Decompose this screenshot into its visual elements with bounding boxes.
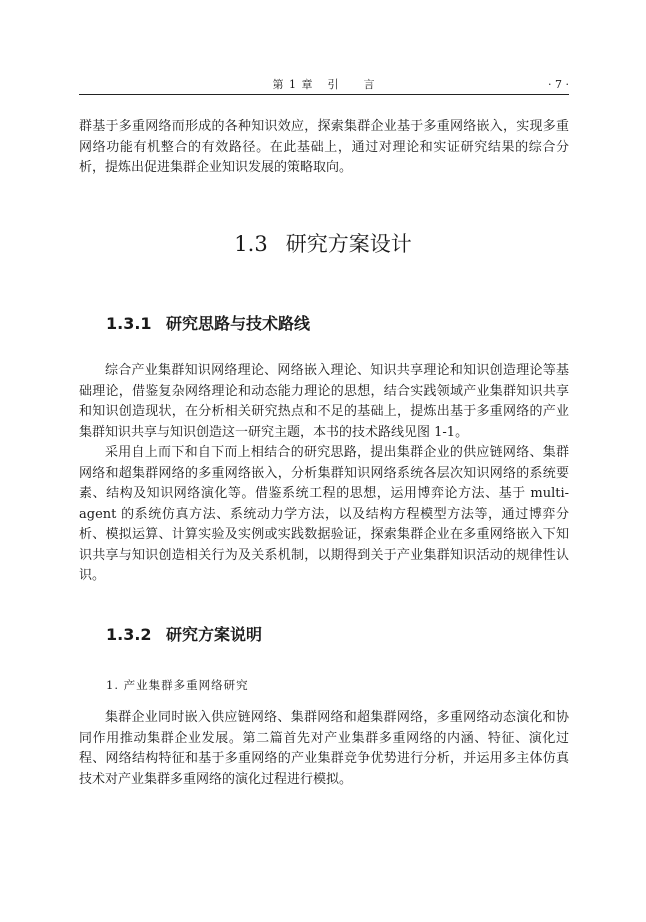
chapter-title: 引 言 (327, 78, 376, 91)
subsection-heading-1-3-1 (106, 311, 310, 334)
body-paragraph: 采用自上而下和自下而上相结合的研究思路，提出集群企业的供应链网络、集群网络和超集群网络的多重网络嵌入，分析集群知识网络系统各层次知识网络的系统要素、结构及知识网络演化等。借鉴系统工程的思想，运用博弈论方法、基于 multi-agent 的系统仿真方法、系统动力学方法，以及结构方程模型方法等，通过博弈分析、模拟运算、计算实验及实例或实践数据验证，探索集群企业在多重网络嵌入下知识共享与知识创造相关行为及关系机制，以期得到关于产业集群知识活动的规律性认识。 (79, 445, 569, 583)
subsection-heading-1-3-2 (106, 622, 262, 645)
section-title: 研究方案设计 (285, 232, 412, 256)
page-number: · 7 · (548, 78, 569, 91)
body-paragraph: 集群企业同时嵌入供应链网络、集群网络和超集群网络，多重网络动态演化和协同作用推动集群企业发展。第二篇首先对产业集群多重网络的内涵、特征、演化过程、网络结构特征和基于多重网络的产业集群竞争优势进行分析，并运用多主体仿真技术对产业集群多重网络的演化过程进行模拟。 (79, 710, 569, 787)
intro-paragraph: 群基于多重网络而形成的各种知识效应，探索集群企业基于多重网络嵌入，实现多重网络功能有机整合的有效路径。在此基础上，通过对理论和实证研究结果的综合分析，提炼出促进集群企业知识发展的策略取向。 (79, 119, 569, 175)
body-paragraph: 综合产业集群知识网络理论、网络嵌入理论、知识共享理论和知识创造理论等基础理论，借鉴复杂网络理论和动态能力理论的思想，结合实践领域产业集群知识共享和知识创造现状，在分析相关研究热点和不足的基础上，提炼出基于多重网络的产业集群知识共享与知识创造这一研究主题，本书的技术路线见图 1-1。 (79, 363, 569, 440)
subsection-title: 研究思路与技术路线 (166, 314, 311, 333)
subsection-title: 研究方案说明 (166, 625, 263, 644)
running-header (79, 76, 569, 95)
item-heading: 1. 产业集群多重网络研究 (106, 678, 249, 692)
subsection-number: 1.3.1 (106, 314, 152, 333)
running-header-chapter (79, 76, 569, 94)
section-number: 1.3 (234, 232, 268, 256)
section-heading (0, 228, 646, 258)
subsection-number: 1.3.2 (106, 625, 152, 644)
chapter-label: 第 1 章 (272, 78, 314, 91)
